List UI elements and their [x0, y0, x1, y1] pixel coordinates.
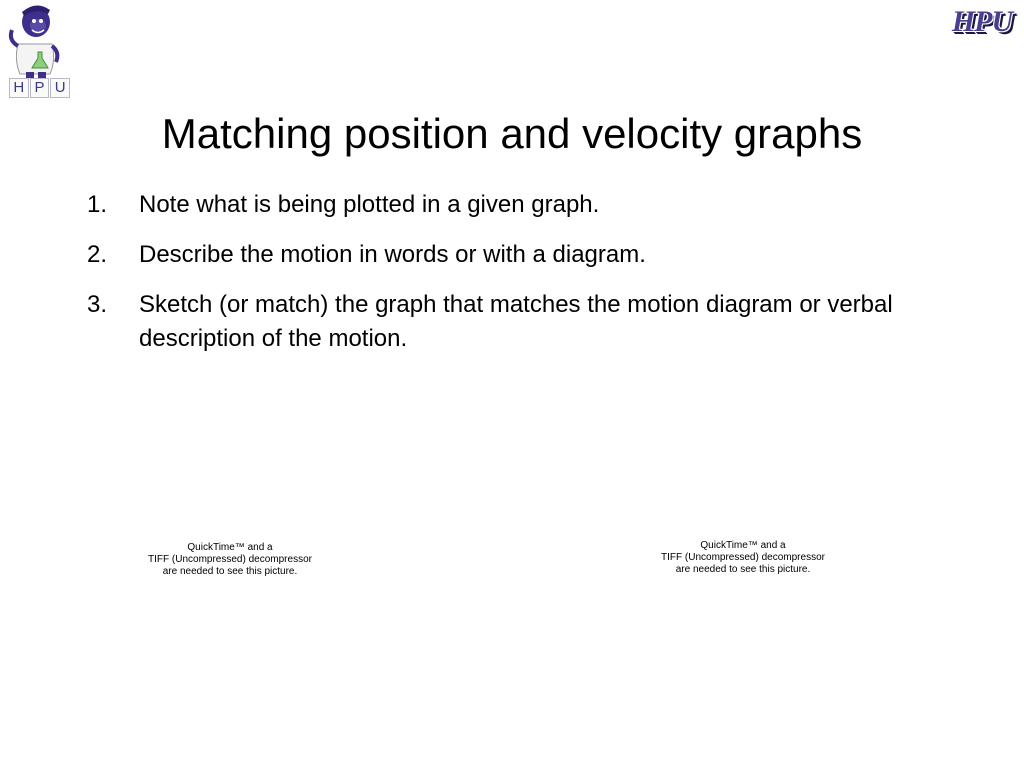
placeholder-line: TIFF (Uncompressed) decompressor [148, 554, 312, 565]
list-item [87, 288, 927, 356]
mascot-letter: U [50, 78, 70, 98]
slide-title: Matching position and velocity graphs [161, 110, 863, 157]
step-number: 2. [87, 241, 108, 268]
list-item [87, 188, 927, 222]
placeholder-line: are needed to see this picture. [162, 566, 298, 577]
mascot-logo [4, 0, 68, 100]
step-number: 1. [87, 191, 108, 218]
mascot-letter: H [9, 78, 29, 98]
quicktime-placeholder-left [120, 542, 340, 578]
step-number: 3. [87, 291, 108, 318]
step-text: Describe the motion in words or with a diagram. [139, 241, 646, 268]
placeholder-line: QuickTime™ and a [187, 542, 273, 553]
mascot-letter: P [30, 78, 50, 98]
list-item [87, 238, 927, 272]
mascot-icon [4, 0, 68, 80]
step-text: Sketch (or match) the graph that matches the motion diagram or verbal description of the motion. [139, 291, 893, 352]
placeholder-line: are needed to see this picture. [675, 564, 811, 575]
mascot-letter-row [9, 78, 71, 98]
steps-list [87, 188, 927, 372]
quicktime-placeholder-right [633, 540, 853, 576]
placeholder-line: QuickTime™ and a [700, 540, 786, 551]
hpu-logo [942, 0, 1022, 48]
placeholder-line: TIFF (Uncompressed) decompressor [661, 552, 825, 563]
hpu-logo-text: HPU [951, 5, 1013, 38]
step-text: Note what is being plotted in a given graph. [139, 191, 600, 218]
